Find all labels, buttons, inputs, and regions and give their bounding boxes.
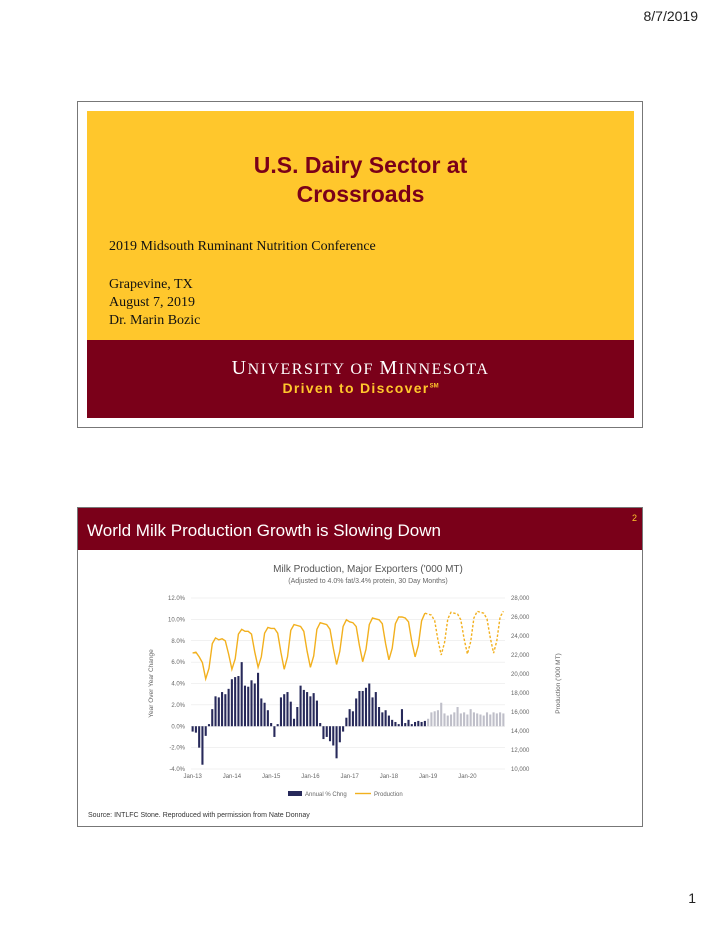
bar [319,723,321,726]
bar [313,693,315,726]
bar [228,689,230,726]
slide-title [87,151,634,209]
x-tick-label: Jan-20 [458,774,477,780]
bar [345,718,347,727]
slide-header [78,508,642,550]
x-tick-label: Jan-18 [379,774,399,780]
x-tick-label: Jan-13 [183,774,202,780]
bar [375,692,377,726]
bar [463,712,465,726]
bar [391,720,393,726]
bar [267,710,269,726]
bar [192,726,194,731]
bar [440,703,442,727]
university-wordmark: UNIVERSITY OF MINNESOTA [231,357,490,379]
bar [336,726,338,758]
bar [339,726,341,742]
bar [466,714,468,726]
bar [381,712,383,726]
bar [473,712,475,726]
location: Grapevine, TX [109,277,193,292]
left-tick-label: 0.0% [171,724,185,731]
bar [398,724,400,726]
bar [358,691,360,726]
left-tick-label: 12.0% [167,596,185,602]
chart-title: Milk Production, Major Exporters ('000 MT) [273,564,463,575]
bar [211,709,213,726]
bar [309,696,311,726]
bar [250,680,252,726]
bar [234,677,236,726]
bar [502,713,504,726]
author: Dr. Marin Bozic [109,313,201,328]
university-banner [87,340,634,418]
right-tick-label: 22,000 [511,653,530,659]
bar [195,726,197,732]
bar [260,698,262,726]
conference-name: 2019 Midsouth Ruminant Nutrition Conference [109,239,376,254]
bar [460,713,462,726]
bar [447,716,449,727]
right-tick-label: 16,000 [511,710,530,716]
bar [443,713,445,726]
x-tick-label: Jan-17 [340,774,359,780]
bar [257,673,259,726]
bar [322,726,324,739]
bar [496,713,498,726]
x-tick-label: Jan-14 [222,774,242,780]
left-tick-label: 8.0% [171,638,185,645]
bar [407,720,409,726]
bar [362,691,364,726]
bar [241,662,243,726]
bar [349,709,351,726]
bar [231,679,233,726]
title-panel [87,111,634,340]
right-tick-label: 12,000 [511,748,530,754]
bar [388,716,390,727]
bar [411,724,413,726]
bar [427,719,429,726]
slide-number: 2 [631,513,637,523]
bar [342,726,344,731]
bar [296,707,298,726]
bar [270,723,272,726]
x-tick-label: Jan-16 [301,774,320,780]
page-date: 8/7/2019 [643,8,698,24]
bar [329,726,331,741]
bar [417,721,419,726]
bar [476,713,478,726]
bar [414,722,416,726]
bar [283,694,285,726]
university-tagline: Driven to Discover℠ [282,380,439,396]
bar [280,697,282,726]
bar [244,686,246,727]
bar [273,726,275,737]
bar [205,726,207,736]
bar [453,712,455,726]
bar [332,726,334,745]
bar [286,692,288,726]
bar [352,711,354,726]
bar [208,724,210,726]
bar [371,697,373,726]
presentation-date: August 7, 2019 [109,295,195,310]
bar [483,716,485,727]
bar [489,714,491,726]
bar [378,707,380,726]
bar [214,696,216,726]
chart-slide [77,507,643,827]
right-tick-label: 18,000 [511,691,530,697]
production-line [193,613,425,679]
bar [457,707,459,726]
x-tick-label: Jan-19 [418,774,438,780]
x-tick-label: Jan-15 [261,774,281,780]
right-axis-label: Production ('000 MT) [555,653,562,714]
bar [421,722,423,726]
legend-label-line: Production [374,792,403,798]
bar [404,723,406,726]
bar [365,688,367,726]
bar [355,698,357,726]
bar [277,724,279,726]
bar [316,701,318,727]
chart-subtitle: (Adjusted to 4.0% fat/3.4% protein, 30 Day Months) [288,578,448,585]
bar [437,710,439,726]
milk-production-chart [143,558,573,806]
bar [290,702,292,727]
left-tick-label: -4.0% [169,767,185,773]
bar [326,726,328,737]
slide-title-line1: U.S. Dairy Sector at [253,152,468,178]
bar [237,676,239,726]
right-tick-label: 26,000 [511,615,530,621]
bar [450,714,452,726]
slide-heading: World Milk Production Growth is Slowing Down [87,521,441,540]
bar [201,726,203,764]
bar [486,712,488,726]
slide-title-line2: Crossroads [296,181,425,207]
left-axis-label: Year Over Year Change [148,649,155,718]
right-tick-label: 28,000 [511,596,530,602]
bar [247,687,249,727]
bar [430,712,432,726]
bar [300,686,302,727]
legend-label-bars: Annual % Chng [305,792,347,798]
left-tick-label: -2.0% [169,745,185,752]
left-tick-label: 6.0% [171,660,185,667]
title-slide [77,101,643,428]
left-tick-label: 10.0% [167,617,185,624]
bar [499,712,501,726]
source-note: Source: INTLFC Stone. Reproduced with permission from Nate Donnay [88,812,310,819]
right-tick-label: 24,000 [511,634,530,640]
legend-swatch-bars [288,791,302,796]
bar [385,710,387,726]
bar [493,712,495,726]
bar [303,690,305,726]
bar [401,709,403,726]
right-tick-label: 10,000 [511,767,530,773]
left-tick-label: 4.0% [171,681,185,688]
bar [424,721,426,726]
bar [434,711,436,726]
page-number: 1 [688,890,696,906]
right-tick-label: 20,000 [511,672,530,678]
production-line-forecast [425,611,504,655]
bar [224,694,226,726]
bar [394,722,396,726]
left-tick-label: 2.0% [171,702,185,709]
bar [264,703,266,727]
bar [254,684,256,727]
right-tick-label: 14,000 [511,729,530,735]
bar [221,692,223,726]
bar [218,697,220,726]
bar [368,684,370,727]
bar [198,726,200,747]
bar [479,714,481,726]
bar [293,719,295,726]
bar [306,692,308,726]
bar [470,709,472,726]
